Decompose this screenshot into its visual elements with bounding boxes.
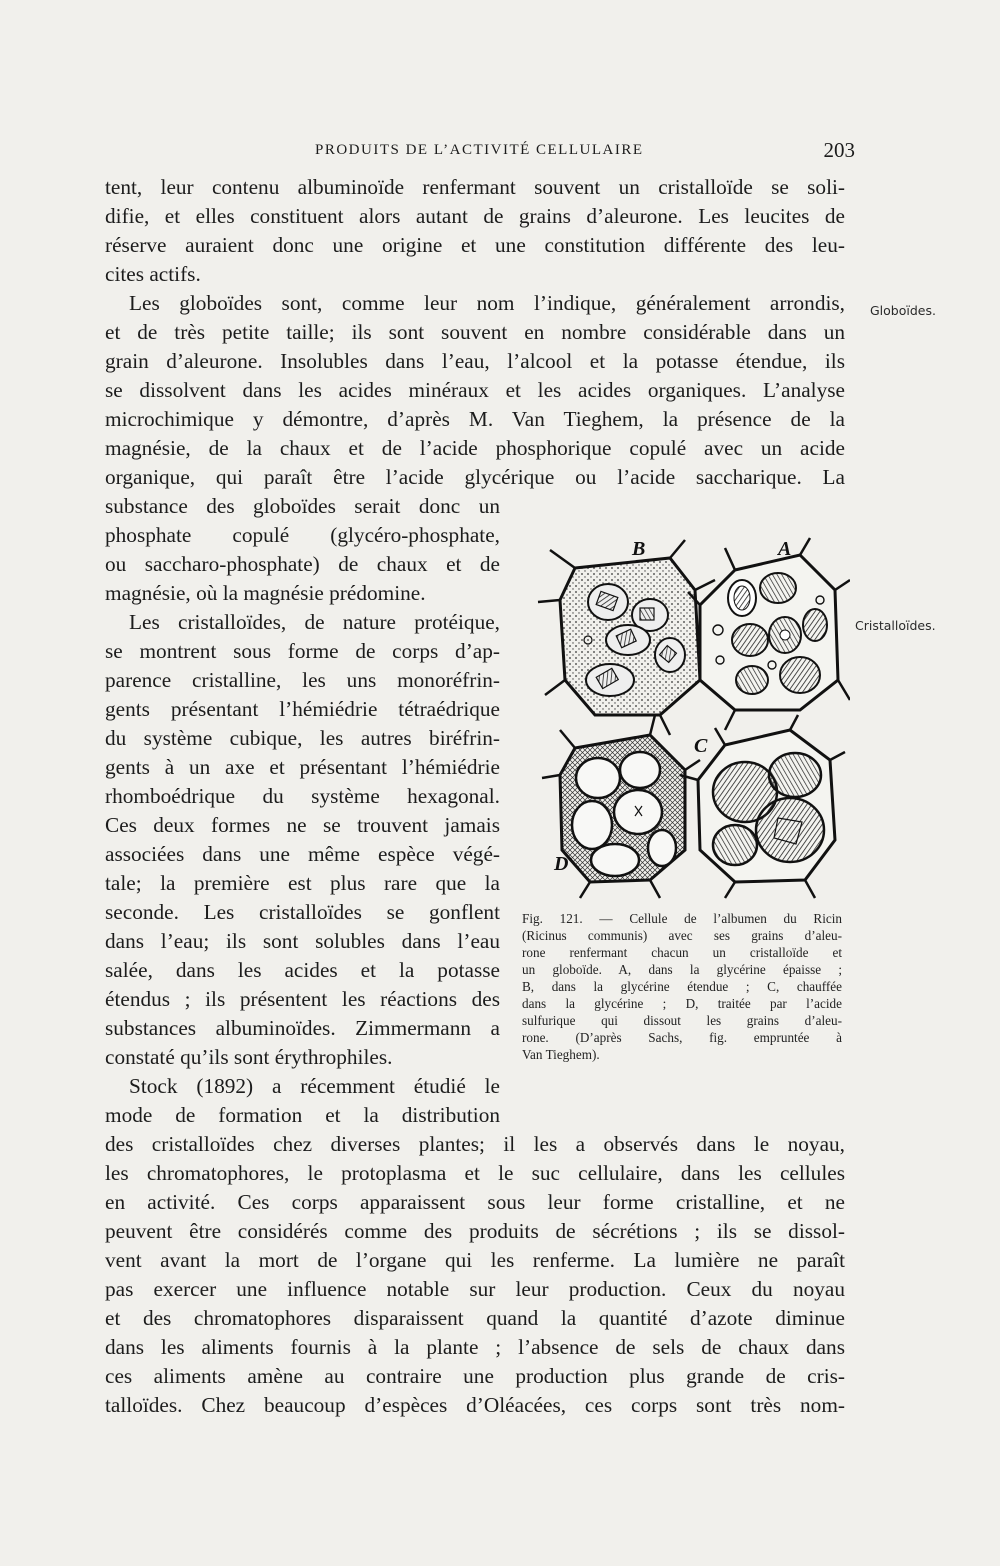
text-line: constaté qu’ils sont érythrophiles. — [105, 1045, 393, 1069]
text-line: Stock (1892) a récemment étudié le — [129, 1074, 500, 1098]
caption-line: B, dans la glycérine étendue ; C, chauffée — [522, 979, 842, 994]
text-line: seconde. Les cristalloïdes se gonflent — [105, 900, 500, 924]
label-b: B — [632, 538, 646, 560]
text-line: substance des globoïdes serait donc un — [105, 494, 500, 518]
text-line: rhomboédrique du système hexagonal. — [105, 784, 500, 808]
text-line: Les cristalloïdes, de nature protéique, — [129, 610, 500, 634]
caption-line: Fig. 121. — Cellule de l’albumen du Ricin — [522, 911, 842, 926]
text-line: se dissolvent dans les acides minéraux et les acides organiques. L’analyse — [105, 378, 845, 402]
text-line: magnésie, où la magnésie prédomine. — [105, 581, 426, 605]
text-line: salée, dans les acides et la potasse — [105, 958, 500, 982]
text-line: magnésie, de la chaux et de l’acide phosphorique copulé avec un acide — [105, 436, 845, 460]
text-line: les chromatophores, le protoplasma et le suc cellulaire, dans les cellules — [105, 1161, 845, 1185]
margin-note-globoides: Globoïdes. — [870, 303, 936, 318]
text-line: des cristalloïdes chez diverses plantes; il les a observés dans le noyau, — [105, 1132, 845, 1156]
text-line: et des chromatophores disparaissent quand la quantité d’azote diminue — [105, 1306, 845, 1330]
text-line: se montrent sous forme de corps d’ap- — [105, 639, 500, 663]
text-line: parence cristalline, les uns monoréfrin- — [105, 668, 500, 692]
text-line: pas exercer une influence notable sur leur production. Ceux du noyau — [105, 1277, 845, 1301]
text-line: et de très petite taille; ils sont souvent en nombre considérable dans un — [105, 320, 845, 344]
caption-line: rone. (D’après Sachs, fig. empruntée à — [522, 1030, 842, 1045]
text-line: peuvent être considérés comme des produits de sécrétions ; ils se dissol- — [105, 1219, 845, 1243]
caption-line: un globoïde. A, dans la glycérine épaisse ; — [522, 962, 842, 977]
caption-line: sulfurique qui dissout les grains d’aleu- — [522, 1013, 842, 1028]
text-line: vent avant la mort de l’organe qui les renferme. La lumière ne paraît — [105, 1248, 845, 1272]
caption-line: dans la glycérine ; D, traitée par l’acide — [522, 996, 842, 1011]
text-line: organique, qui paraît être l’acide glycérique ou l’acide saccharique. La — [105, 465, 845, 489]
figure-121-illustration — [520, 530, 850, 900]
text-line: phosphate copulé (glycéro-phosphate, — [105, 523, 500, 547]
text-line: associées dans une même espèce végé- — [105, 842, 500, 866]
text-line: dans les aliments fournis à la plante ; l’absence de sels de chaux dans — [105, 1335, 845, 1359]
page-header — [105, 138, 855, 166]
text-line: substances albuminoïdes. Zimmermann a — [105, 1016, 500, 1040]
figure-caption — [522, 910, 842, 1063]
text-line: tent, leur contenu albuminoïde renfermant souvent un cristalloïde se soli- — [105, 175, 845, 199]
caption-line: Van Tieghem). — [522, 1047, 600, 1062]
text-line: microchimique y démontre, d’après M. Van Tieghem, la présence de la — [105, 407, 845, 431]
text-line: tale; la première est plus rare que la — [105, 871, 500, 895]
text-line: en activité. Ces corps apparaissent sous leur forme cristalline, et ne — [105, 1190, 845, 1214]
text-line: dans l’eau; ils sont solubles dans l’eau — [105, 929, 500, 953]
running-head: PRODUITS DE L’ACTIVITÉ CELLULAIRE — [315, 142, 644, 158]
label-a: A — [778, 538, 792, 560]
text-line: Ces deux formes ne se trouvent jamais — [105, 813, 500, 837]
text-line: gents présentant l’hémiédrie tétraédrique — [105, 697, 500, 721]
text-line: difie, et elles constituent alors autant de grains d’aleurone. Les leucites de — [105, 204, 845, 228]
caption-line: rone renfermant chacun un cristalloïde et — [522, 945, 842, 960]
margin-note-cristalloides: Cristalloïdes. — [855, 618, 936, 633]
text-line: du système cubique, les autres biréfrin- — [105, 726, 500, 750]
text-line: étendus ; ils présentent les réactions des — [105, 987, 500, 1011]
text-line: mode de formation et la distribution — [105, 1103, 500, 1127]
text-line: ces aliments amène au contraire une production plus grande de cris- — [105, 1364, 845, 1388]
cell-b — [538, 540, 715, 735]
cell-a — [688, 538, 850, 730]
text-line: réserve auraient donc une origine et une constitution différente des leu- — [105, 233, 845, 257]
label-d: D — [554, 853, 569, 875]
text-line: gents à un axe et présentant l’hémiédrie — [105, 755, 500, 779]
page-number: 203 — [823, 138, 855, 162]
text-line: talloïdes. Chez beaucoup d’espèces d’Oléacées, ces corps sont très nom- — [105, 1393, 845, 1417]
text-line: ou saccharo-phosphate) de chaux et de — [105, 552, 500, 576]
text-line: cites actifs. — [105, 262, 201, 286]
text-line: grain d’aleurone. Insolubles dans l’eau, l’alcool et la potasse étendue, ils — [105, 349, 845, 373]
label-c: C — [694, 735, 708, 757]
caption-line: (Ricinus communis) avec ses grains d’aleu- — [522, 928, 842, 943]
text-line: Les globoïdes sont, comme leur nom l’indique, généralement arrondis, — [129, 291, 845, 315]
